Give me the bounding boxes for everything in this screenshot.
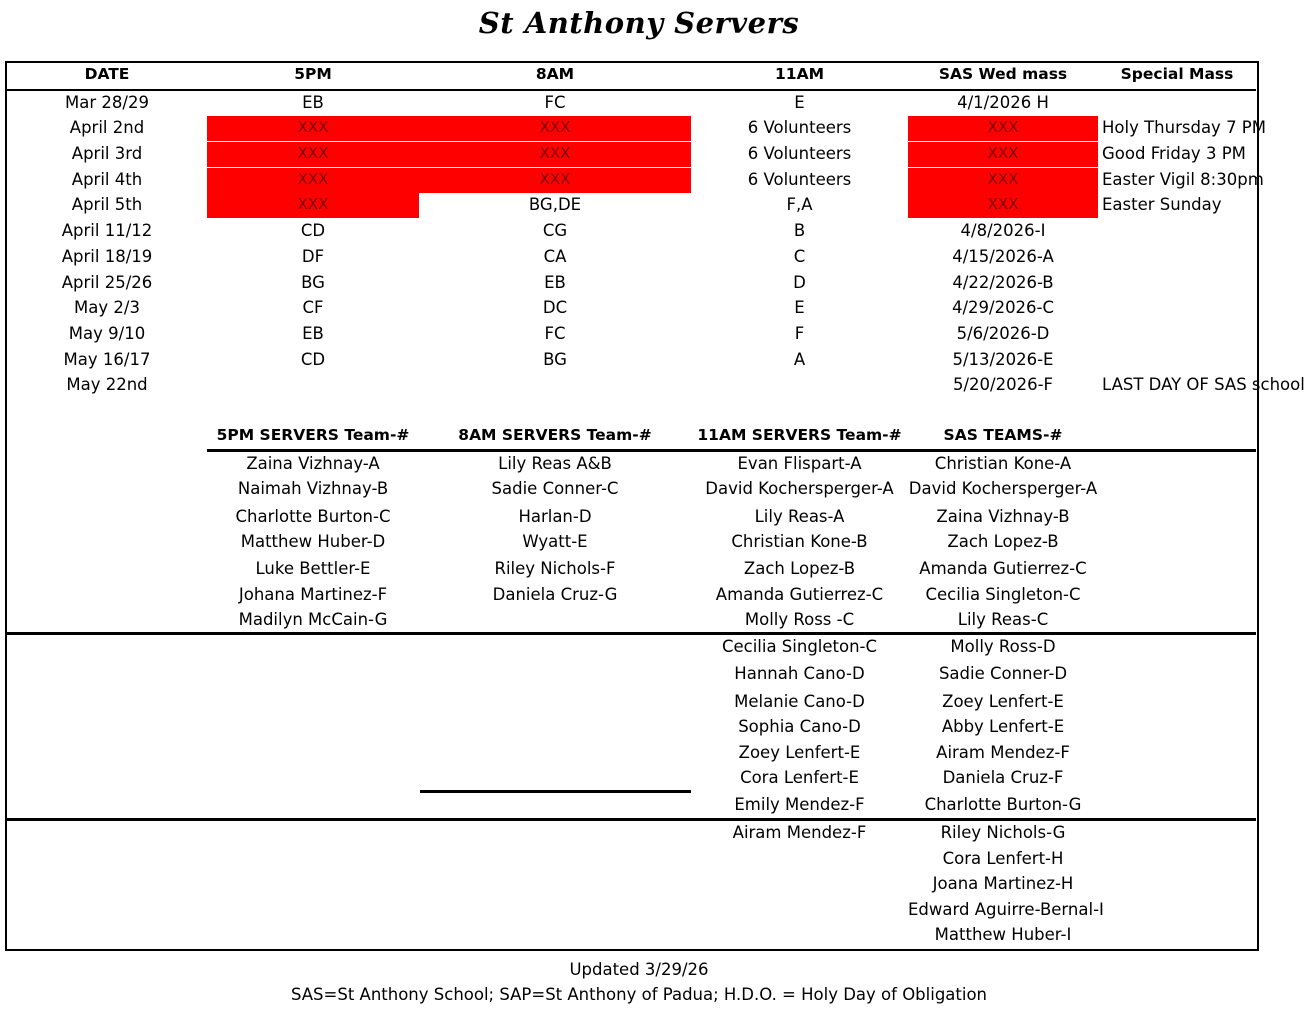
column-header-date: DATE bbox=[84, 65, 130, 83]
schedule-sheet bbox=[5, 61, 1305, 951]
schedule-cell-special: Good Friday 3 PM bbox=[1102, 144, 1246, 163]
schedule-cell-sas: 5/13/2026-E bbox=[952, 350, 1054, 369]
team-member-am8: Lily Reas A&B bbox=[498, 454, 612, 473]
column-header-sas: SAS Wed mass bbox=[938, 65, 1068, 83]
schedule-cell-sas: 4/8/2026-I bbox=[960, 221, 1046, 240]
schedule-cell-am11: 6 Volunteers bbox=[747, 118, 852, 137]
schedule-cell-am8: CA bbox=[543, 247, 567, 266]
schedule-cell-special: Easter Sunday bbox=[1102, 195, 1222, 214]
team-member-sas: Cecilia Singleton-C bbox=[925, 585, 1081, 604]
schedule-cell-special: Easter Vigil 8:30pm bbox=[1102, 170, 1264, 189]
schedule-cell-am8: FC bbox=[544, 324, 566, 343]
team-member-am11: David Kochersperger-A bbox=[705, 479, 894, 498]
team-header-pm5: 5PM SERVERS Team-# bbox=[216, 426, 410, 444]
schedule-cell-am8: EB bbox=[544, 273, 566, 292]
section-divider bbox=[7, 632, 1256, 635]
schedule-cell-am11: B bbox=[793, 221, 806, 240]
abbreviation-legend: SAS=St Anthony School; SAP=St Anthony of Padua; H.D.O. = Holy Day of Obligation bbox=[290, 985, 988, 1004]
schedule-cell-date: April 11/12 bbox=[61, 221, 153, 240]
schedule-cell-date: May 16/17 bbox=[63, 350, 151, 369]
team-member-sas: Cora Lenfert-H bbox=[942, 849, 1064, 868]
schedule-cell-date: May 9/10 bbox=[68, 324, 146, 343]
team-member-am11: Cecilia Singleton-C bbox=[721, 637, 878, 656]
team-member-am11: Molly Ross -C bbox=[744, 610, 855, 629]
team-member-sas: David Kochersperger-A bbox=[908, 479, 1098, 498]
schedule-cell-pm5: XXX bbox=[297, 118, 329, 136]
team-member-sas: Abby Lenfert-E bbox=[941, 717, 1065, 736]
team-member-pm5: Naimah Vizhnay-B bbox=[237, 479, 389, 498]
column-header-pm5: 5PM bbox=[294, 65, 332, 83]
team-member-am11: Hannah Cano-D bbox=[734, 664, 865, 683]
team-member-sas: Edward Aguirre-Bernal-I bbox=[908, 900, 1104, 919]
schedule-cell-am11: A bbox=[793, 350, 806, 369]
schedule-cell-sas: XXX bbox=[987, 144, 1019, 162]
team-header-am8: 8AM SERVERS Team-# bbox=[458, 426, 652, 444]
team-member-am11: Emily Mendez-F bbox=[734, 795, 865, 814]
team-member-sas: Charlotte Burton-G bbox=[924, 795, 1082, 814]
column-header-special: Special Mass bbox=[1120, 65, 1234, 83]
column-header-am8: 8AM bbox=[535, 65, 575, 83]
schedule-cell-sas: 4/22/2026-B bbox=[952, 273, 1054, 292]
team-member-sas: Riley Nichols-G bbox=[940, 823, 1066, 842]
team-member-am11: Cora Lenfert-E bbox=[740, 768, 859, 787]
schedule-cell-am8: FC bbox=[544, 93, 566, 112]
team-member-am11: Sophia Cano-D bbox=[738, 717, 861, 736]
team-member-am11: Zoey Lenfert-E bbox=[738, 743, 861, 762]
team-member-sas: Molly Ross-D bbox=[950, 637, 1056, 656]
team-member-am11: Amanda Gutierrez-C bbox=[715, 585, 884, 604]
schedule-cell-am11: 6 Volunteers bbox=[747, 170, 852, 189]
team-member-sas: Christian Kone-A bbox=[934, 454, 1072, 473]
schedule-cell-am11: D bbox=[793, 273, 806, 292]
schedule-cell-date: May 2/3 bbox=[74, 298, 140, 317]
team-member-pm5: Madilyn McCain-G bbox=[238, 610, 388, 629]
team-member-am8: Riley Nichols-F bbox=[494, 559, 616, 578]
schedule-cell-pm5: EB bbox=[302, 93, 324, 112]
team-member-am8: Daniela Cruz-G bbox=[492, 585, 618, 604]
schedule-cell-sas: XXX bbox=[987, 118, 1019, 136]
team-member-pm5: Johana Martinez-F bbox=[238, 585, 388, 604]
team-member-pm5: Zaina Vizhnay-A bbox=[246, 454, 380, 473]
team-member-am11: Airam Mendez-F bbox=[732, 823, 867, 842]
updated-date: Updated 3/29/26 bbox=[569, 960, 709, 979]
column-header-am11: 11AM bbox=[775, 65, 824, 83]
schedule-cell-sas: 4/29/2026-C bbox=[951, 298, 1055, 317]
schedule-cell-sas: 4/1/2026 H bbox=[957, 93, 1049, 112]
schedule-cell-am8: DC bbox=[542, 298, 568, 317]
team-member-sas: Lily Reas-C bbox=[957, 610, 1049, 629]
schedule-cell-am8: XXX bbox=[539, 144, 571, 162]
schedule-cell-sas: XXX bbox=[987, 170, 1019, 188]
team-header-am11: 11AM SERVERS Team-# bbox=[697, 426, 902, 444]
schedule-cell-pm5: XXX bbox=[297, 144, 329, 162]
schedule-cell-am8: XXX bbox=[539, 170, 571, 188]
team-member-am11: Evan Flispart-A bbox=[737, 454, 862, 473]
team-member-pm5: Luke Bettler-E bbox=[255, 559, 371, 578]
schedule-cell-am11: E bbox=[794, 93, 805, 112]
schedule-cell-pm5: XXX bbox=[297, 170, 329, 188]
schedule-cell-am11: 6 Volunteers bbox=[747, 144, 852, 163]
schedule-cell-am11: E bbox=[794, 298, 805, 317]
schedule-cell-pm5: EB bbox=[302, 324, 324, 343]
team-member-am11: Melanie Cano-D bbox=[734, 692, 865, 711]
schedule-cell-pm5: CF bbox=[302, 298, 324, 317]
team-member-pm5: Matthew Huber-D bbox=[240, 532, 386, 551]
team-member-am11: Lily Reas-A bbox=[754, 507, 845, 526]
schedule-cell-special: LAST DAY OF SAS school bbox=[1102, 375, 1305, 394]
schedule-cell-date: April 3rd bbox=[71, 144, 143, 163]
schedule-cell-am8: BG,DE bbox=[528, 195, 582, 214]
schedule-cell-special: Holy Thursday 7 PM bbox=[1102, 118, 1266, 137]
team-member-pm5: Charlotte Burton-C bbox=[235, 507, 391, 526]
schedule-cell-pm5: DF bbox=[301, 247, 325, 266]
team-member-am8: Harlan-D bbox=[518, 507, 592, 526]
team-member-am11: Zach Lopez-B bbox=[743, 559, 856, 578]
team-member-sas: Matthew Huber-I bbox=[934, 925, 1072, 944]
schedule-cell-date: April 2nd bbox=[69, 118, 145, 137]
schedule-cell-pm5: CD bbox=[300, 350, 326, 369]
schedule-cell-date: April 25/26 bbox=[61, 273, 153, 292]
team-member-sas: Amanda Gutierrez-C bbox=[919, 559, 1087, 578]
schedule-cell-date: April 4th bbox=[71, 170, 143, 189]
schedule-cell-sas: 5/6/2026-D bbox=[956, 324, 1050, 343]
team-member-am11: Christian Kone-B bbox=[731, 532, 868, 551]
schedule-cell-am8: XXX bbox=[539, 118, 571, 136]
schedule-cell-date: April 18/19 bbox=[61, 247, 153, 266]
team-member-am8: Wyatt-E bbox=[522, 532, 588, 551]
page-title: St Anthony Servers bbox=[478, 6, 800, 40]
team-member-sas: Zach Lopez-B bbox=[947, 532, 1059, 551]
team-member-sas: Sadie Conner-D bbox=[938, 664, 1068, 683]
schedule-cell-sas: 5/20/2026-F bbox=[952, 375, 1054, 394]
column-rule-8am bbox=[420, 790, 691, 793]
team-header-sas: SAS TEAMS-# bbox=[943, 426, 1063, 444]
team-member-sas: Zoey Lenfert-E bbox=[942, 692, 1064, 711]
team-member-sas: Daniela Cruz-F bbox=[942, 768, 1064, 787]
schedule-cell-date: Mar 28/29 bbox=[65, 93, 149, 112]
team-member-sas: Joana Martinez-H bbox=[932, 874, 1074, 893]
schedule-cell-am8: BG bbox=[543, 350, 567, 369]
schedule-cell-pm5: BG bbox=[301, 273, 325, 292]
schedule-cell-pm5: XXX bbox=[297, 195, 329, 213]
schedule-cell-am8: CG bbox=[542, 221, 568, 240]
schedule-cell-am11: F,A bbox=[786, 195, 813, 214]
schedule-cell-pm5: CD bbox=[300, 221, 326, 240]
schedule-cell-date: May 22nd bbox=[66, 375, 148, 394]
team-member-sas: Airam Mendez-F bbox=[936, 743, 1070, 762]
schedule-cell-am11: C bbox=[793, 247, 806, 266]
schedule-cell-sas: 4/15/2026-A bbox=[952, 247, 1054, 266]
schedule-cell-sas: XXX bbox=[987, 195, 1019, 213]
schedule-cell-date: April 5th bbox=[71, 195, 143, 214]
team-member-sas: Zaina Vizhnay-B bbox=[936, 507, 1070, 526]
section-divider bbox=[7, 818, 1256, 821]
team-member-am8: Sadie Conner-C bbox=[491, 479, 619, 498]
schedule-cell-am11: F bbox=[794, 324, 805, 343]
